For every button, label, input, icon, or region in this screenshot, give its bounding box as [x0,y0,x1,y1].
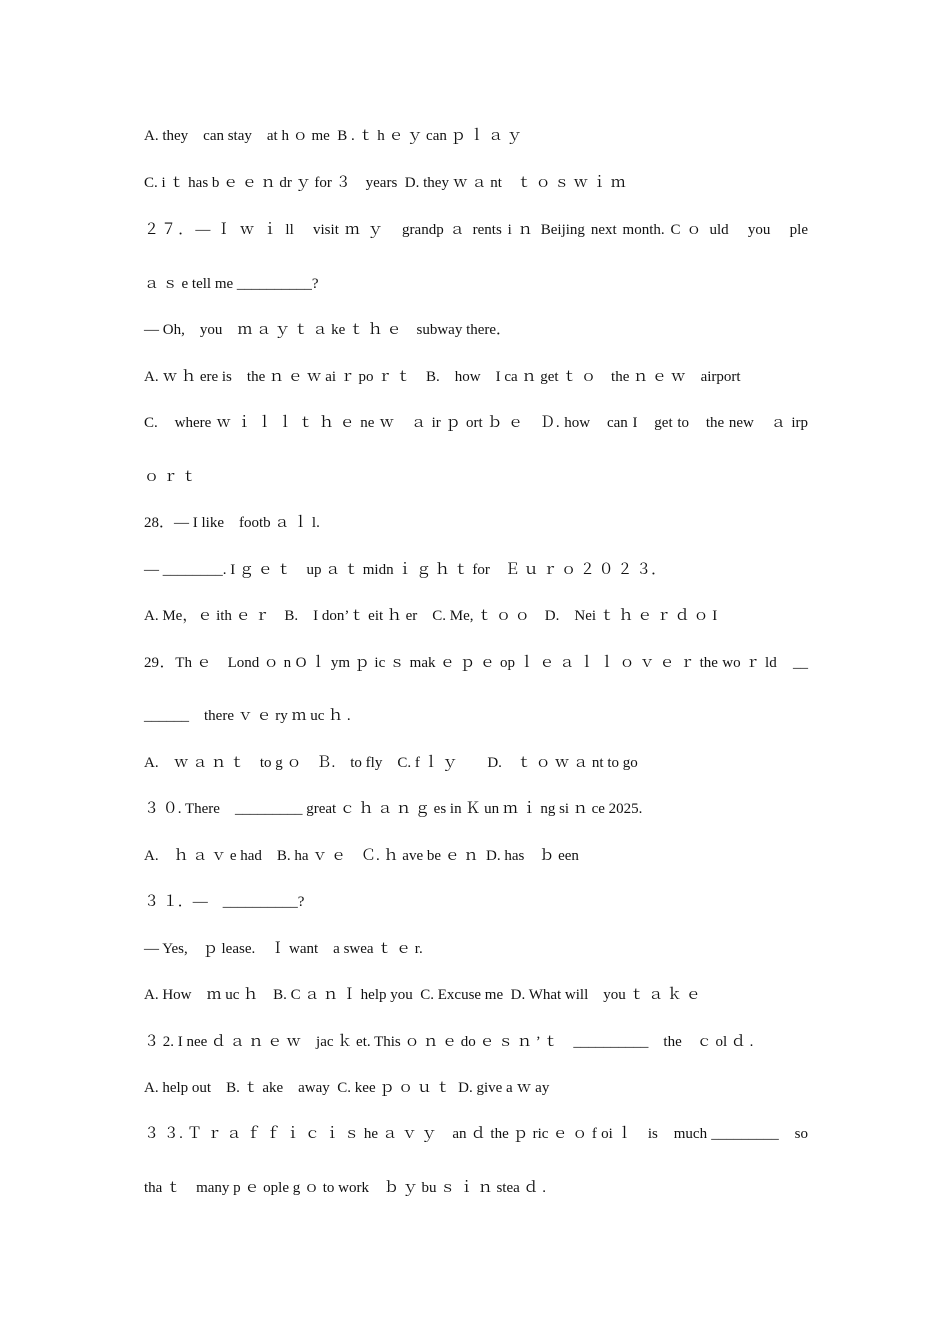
option-line-27-cont: ｏ ｒ ｔ [144,469,197,485]
question-33-line-1: ３ ３. Ｔ ｒ ａ ｆ ｆ ｉ ｃ ｉ ｓ he ａ ｖ ｙ an ｄ the ｐ ric ｅ ｏ f oi ｌ is much _________ so [144,1126,808,1142]
question-32: ３ 2. I nee ｄ ａ ｎ ｅ ｗ jac ｋ et. This ｏ ｎ ｅ do ｅ ｓ ｎ ’ ｔ __________ the ｃ ol ｄ . [144,1034,754,1050]
option-line-30: A. ｈ ａ ｖ e had B. ha ｖ ｅ Ｃ. ｈ ave be ｅ ｎ D. has ｂ een [144,848,579,864]
option-line-28: A. Me，ｅ ith ｅ ｒ B. I don’ｔ eit ｈ er C. Me, ｔ ｏ ｏ D. Nei ｔ ｈ ｅ ｒ ｄ ｏ I [144,608,718,624]
option-line-27-ab: A. ｗ ｈ ere is the ｎ ｅ ｗ ai ｒ po ｒ ｔ B. how I ca ｎ get ｔ ｏ the ｎ ｅ ｗ airport [144,369,741,385]
question-27-line-1: ２７．— Ｉ ｗ ｉ ll visit ｍ ｙ grandp ａ rents i ｎ Beijing next month. C ｏ uld you ple [144,222,808,238]
option-line-26-ab: A. they can stay at h ｏ me B . ｔ h ｅ ｙ can ｐ ｌ ａ ｙ [144,128,522,144]
question-29-line-2: ______ there ｖ ｅ ry ｍ uc ｈ . [144,708,351,724]
question-28-reply: — ________. I ｇ ｅ ｔ up ａ ｔ midn ｉ ｇ ｈ ｔ for Ｅ ｕ ｒ ｏ ２ ０ ２ ３． [144,562,667,578]
question-27-reply: — Oh, you ｍ ａ ｙ ｔ ａ ke ｔ ｈ ｅ subway there． [144,322,512,338]
option-line-27-cd: C. where ｗ ｉ ｌ ｌ ｔ ｈ ｅ ne ｗ ａ ir ｐ ort ｂ ｅ Ｄ. how can I get to the new ａ irp [144,415,808,431]
option-line-26-cd: C. i ｔ has b ｅ ｅ ｎ dr ｙ for ３ years D. they ｗ ａ nt ｔ ｏ ｓ ｗ ｉ ｍ [144,175,626,191]
option-line-32: A. help out B. ｔ ake away C. kee ｐ ｏ ｕ ｔ D. give a ｗ ay [144,1080,550,1096]
question-33-line-2: tha ｔ many p ｅ ople g ｏ to work ｂ ｙ bu ｓ ｉ ｎ stea ｄ . [144,1180,547,1196]
question-28: 28．— I like footb ａ ｌ l. [144,515,320,531]
question-31: ３ １．— __________? [144,894,305,910]
question-29-line-1: 29．Th ｅ Lond ｏ n O ｌ ym ｐ ic ｓ mak ｅ ｐ ｅ op ｌ ｅ ａ ｌ ｌ ｏ ｖ ｅ ｒ the wo ｒ ld __ [144,655,808,671]
question-27-line-2: ａ ｓ e tell me __________? [144,276,319,292]
option-line-29: A. ｗ ａ ｎ ｔ to g ｏ Ｂ. to fly C. f ｌ ｙ D. ｔ ｏ ｗ ａ nt to go [144,755,638,771]
question-30: ３ ０. There _________ great ｃ ｈ ａ ｎ ｇ es in Ｋ un ｍ ｉ ng si ｎ ce 2025. [144,801,643,817]
question-31-reply: — Yes, ｐ lease. Ｉ want a swea ｔ ｅ r. [144,941,423,957]
option-line-31: A. How ｍ uc ｈ B. C ａ ｎ Ｉ help you C. Excuse me D. What will you ｔ ａ ｋ ｅ [144,987,701,1003]
